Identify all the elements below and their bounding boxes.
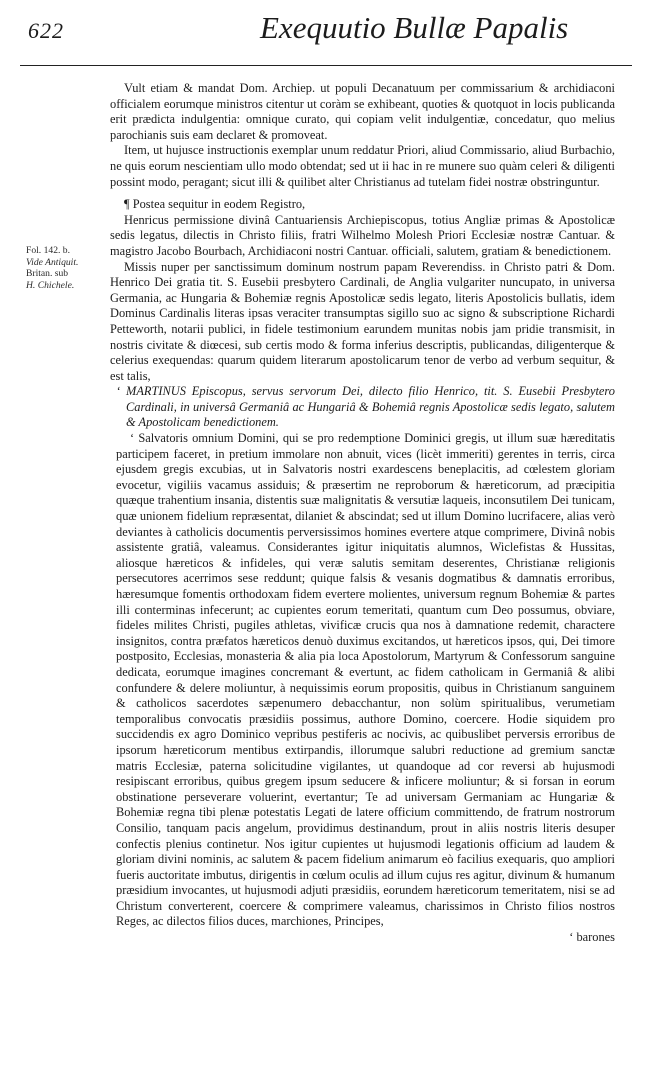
paragraph-bull-address: ‘ MARTINUS Episcopus, servus servorum Dei, dilecto filio Henrico, tit. S. Eusebii Presbytero Cardinali, in universâ Germaniâ ac Hungariâ & Bohemiâ regnis Apostolicæ sedis legato, salutem & Apostolicam benedictionem. <box>116 384 615 430</box>
margin-note-line: Britan. sub <box>26 268 69 280</box>
paragraph-papal-letters: Missis nuper per sanctissimum dominum nostrum papam Reverendiss. in Christo patri & Dom. Henrico Dei gratia tit. S. Eusebii presbytero Cardinali, de Anglia vulgariter nuncupato, in universa Germania, ac Hungaria & Bohemiæ regnis Apostolicæ sedis legato, literis Apostolicis bullatis, idem Dominus Cardinalis literas ipsas veraciter transumptas sigillo suo ac signo & subscriptione Richardi Petteworth, notarii publici, in fidele testimonium earundem munitas nobis jam pridie transmisit, in nostris civitate & diœcesi, sub certis modo & forma inferius descriptis, publicandas, diligenterque & celerius exequendas: quarum quidem literarum apostolicarum tenor de verbo ad verbum sequitur, & est talis, <box>110 259 615 383</box>
paragraph-instruction: Item, ut hujusce instructionis exemplar unum reddatur Priori, aliud Commissario, aliud Burbachio, ne quis eorum nescientiam ullo modo obtendat; sed ut ii hac in re munere suo quàm celeri & diligenti possint modo, peragant; sicut illi & quilibet alter Christianus ad tutelam fidei nostræ obstringuntur. <box>110 143 615 189</box>
paragraph-register-heading: ¶ Postea sequitur in eodem Registro, <box>124 197 306 212</box>
paragraph-mandate: Vult etiam & mandat Dom. Archiep. ut populi Decanatuum per commissarium & archidiaconi officialem eorumque ministros citentur ut coràm se exhibeant, quoties & quotquot in locis publicanda erit prædicta indulgentia: omnique curato, qui copiam velit indulgentiæ, concedatur, quo melius parochianis suis eam declaret & promoveat. <box>110 81 615 142</box>
papal-bull <box>110 384 615 930</box>
margin-note-line: Fol. 142. b. <box>26 245 70 256</box>
page-number: 622 <box>28 18 64 43</box>
margin-note <box>26 245 106 291</box>
page-header <box>20 10 630 50</box>
paragraph-archbishop-greeting: Henricus permissione divinâ Cantuariensis Archiepiscopus, totius Angliæ primas & Apostolicæ sedis legatus, dilectis in Christo filiis, fratri Wilhelmo Molesh Priori Ecclesiæ nostræ Cantuar. & magistro Jacobo Bourbach, Archidiaconi nostri Cantuar. officiali, salutem, gratiam & benedictionem. <box>110 212 615 258</box>
main-text <box>110 81 615 946</box>
running-title: Exequutio Bullæ Papalis <box>260 10 569 45</box>
margin-note-line: Vide Antiquit. <box>26 256 79 268</box>
margin-note-line: H. Chichele. <box>26 279 75 291</box>
paragraph-bull-body: ‘ Salvatoris omnium Domini, qui se pro redemptione Dominici gregis, ut illum suæ hæreditatis participem faceret, in pretium immolare non abnuit, vices (licèt immeriti) gerentes in terris, circa ejusdem gregis excubias, ut in Salvatoris nostri exardescens beneplacitis, ad cœlestem gloriam evocetur, vigiliis vacamus assiduis; & præsertim ne reproborum & hæreticorum, ad præcipitia quæque trahentium insania, distentis suæ malignitatis & versutiæ laqueis, inconsutilem Dei tunicam, quæ unionem fidelium repræsentat, dilaniet & abscindat; sed ut illum Domino lucrifacere, alias verò deviantes à catholicis documentis perversissimos homines evertere atque comprimere, Divinâ nobis assistente gratiâ, valeamus. Considerantes igitur iniquitatis alumnos, Wiclefistas & Hussitas, aliosque hæreticos & infideles, qui veræ salutis semitam deserentes, Christianæ religionis persecutores acerrimos sese reddunt; quique falsis & vesanis dogmatibus & damnatis erroribus, hæresumque fomentis orthodoxam fidem evertere molientes, universum regnum Bohemiæ & partes illi conterminas infecerunt; ac cupientes eorum temeritati, quantum cum Deo possumus, obviare, fideles milites Christi, pugiles athletas, vivificæ crucis qua nos à damnatione redemit, charactere insignitos, contra præfatos hæreticos denuò duximus excitandos, ut hæreticos ipsos, qui, Dei timore postposito, Ecclesias, monasteria & alia pia loca Apostolorum, Martyrum & Confessorum sanguine dedicata, eorumque imagines concremant & evertunt, ac fidem catholicam in Germaniâ & alibi confundere & delere moliuntur, à nequissimis eorum propositis, quibus in Christianum sanguinem & catholicos sacerdotes sæpenumero debacchantur, non solùm spiritualibus, verumetiam temporalibus convocatis præsidiis possimus, authore Domino, coercere. Hodie siquidem pro succidendis ex agro Dominico vepribus pestiferis ac nocivis, ac quibuslibet perversis erroribus de ipsorum hæreticorum mentibus extirpandis, illorumque salubri reductione ad gremium sanctæ matris Ecclesiæ, paterna solicitudine vigilantes, ut quandoque ad cor reversi ab hujusmodi resipiscant erroribus, quibus gregem ipsum seducere & inficere moliuntur; & si forsan in eorum obstinatione perseverare voluerint, evertantur; Te ad universam Germaniam ac Hungariæ & Bohemiæ regna tibi plenæ potestatis Legati de latere officium committendo, de fratrum nostrorum Consilio, tanquam pacis angelum, providimus destinandum, prout in aliis nostris literis desuper confectis plenius continetur. Nos igitur cupientes ut hujusmodi legationis officium ad laudem & gloriam divini nominis, ac salutem & pacem fidelium animarum eò facilius exequaris, quo ampliori fueris auctoritate imbutus, dirigentis in cœlum oculis ad illum cujus res agitur, divinum & humanum præsidium invocantes, ut hujusmodi adjuti præsidiis, eorundem hæreticorum temeritatem, nisi se ad Christum converterent, coercere & comprimere valeamus, charissimos in Christo filios nostros Reges, ac dilectos filios duces, marchiones, Principes, <box>116 431 615 929</box>
catchword: ‘ barones <box>569 930 615 945</box>
header-rule <box>20 65 632 66</box>
